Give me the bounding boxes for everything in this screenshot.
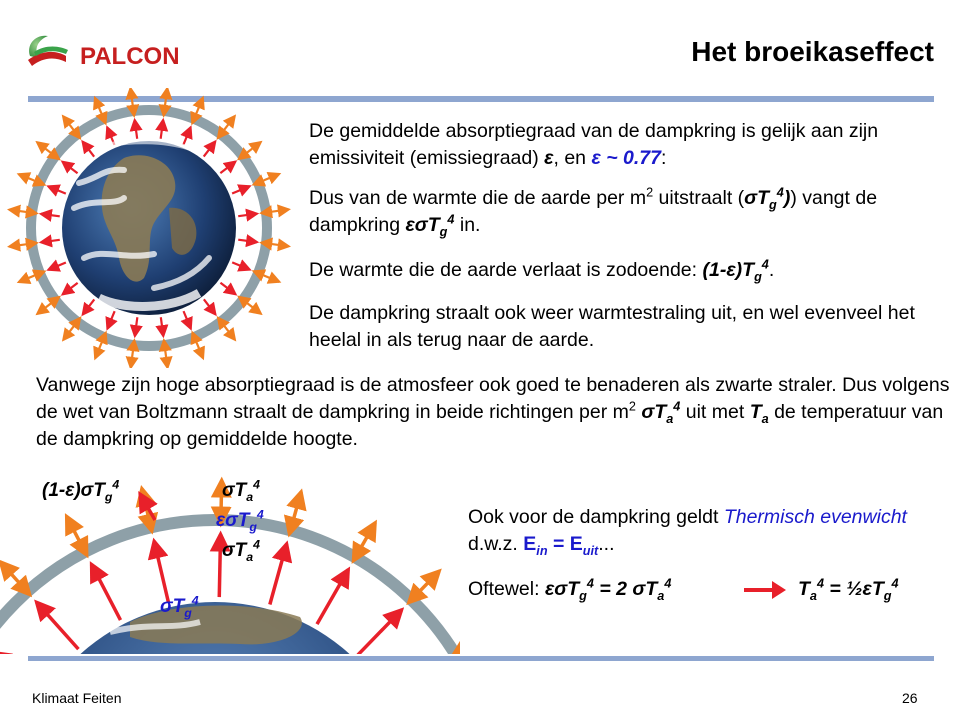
p1-end: : — [660, 147, 667, 169]
label-outgoing: $(1-\varepsilon)\sigma T_g^4$ — [42, 477, 120, 504]
red-arrow — [204, 299, 216, 314]
earth-globe — [62, 141, 236, 315]
red-arrow — [83, 142, 95, 157]
red-arrow — [238, 240, 257, 242]
p6-mid: d.w.z. — [468, 533, 524, 555]
orange-arrow — [9, 244, 28, 246]
p2-mid2: ) vangt de dampkring — [309, 187, 878, 236]
orange-arrow — [131, 349, 133, 368]
label-earth-emission: $\sigma T_g^4$ — [160, 593, 199, 620]
orange-arrow — [37, 142, 52, 154]
label-atmosphere-down: $\sigma T_a^4$ — [222, 537, 260, 564]
red-arrow — [83, 299, 95, 314]
red-arrow — [358, 610, 402, 654]
red-arrow — [161, 317, 163, 336]
orange-arrow — [270, 209, 289, 211]
orange-arrow — [67, 516, 81, 543]
orange-arrow — [293, 492, 301, 521]
red-arrow — [36, 602, 78, 649]
earth-atmosphere-diagram — [4, 88, 294, 368]
page-number: 26 — [902, 690, 918, 706]
logo-text: PALCON — [80, 43, 180, 70]
orange-arrow — [165, 88, 167, 107]
red-arrow — [41, 240, 60, 242]
orange-arrow — [63, 116, 75, 131]
label-absorbed: εσT$_g^4$ — [216, 507, 264, 534]
orange-arrow — [63, 325, 75, 340]
red-arrow — [219, 534, 220, 597]
orange-arrow — [196, 341, 203, 359]
orange-arrow — [19, 275, 37, 282]
p6-end: ... — [598, 533, 615, 555]
orange-arrow — [95, 341, 102, 359]
p6-eq: = — [547, 533, 570, 555]
p2-end: in. — [454, 214, 481, 236]
red-arrow — [220, 162, 235, 174]
orange-arrow — [270, 244, 289, 246]
red-arrow — [232, 186, 250, 193]
paragraph-boltzmann — [36, 372, 956, 453]
red-arrow — [107, 311, 114, 329]
paragraph-leaving-heat — [309, 257, 949, 284]
palcon-logo — [22, 26, 212, 78]
orange-arrow — [262, 174, 280, 181]
paragraph-absorption — [309, 118, 949, 172]
red-arrow — [0, 653, 45, 654]
red-arrow — [270, 544, 287, 605]
orange-arrow — [9, 210, 28, 212]
orange-arrow — [130, 88, 132, 107]
bottom-rule — [28, 656, 934, 661]
p1-approx: ε ~ 0.77 — [591, 147, 661, 169]
red-arrow — [183, 127, 190, 145]
red-arrow — [238, 214, 257, 216]
red-arrow — [91, 564, 120, 620]
red-arrow — [154, 541, 168, 602]
orange-arrow — [165, 349, 167, 368]
p7-lhs: εσT$_g^4$ = 2 $\sigma T_a^4$ — [544, 576, 672, 603]
orange-arrow — [418, 571, 439, 593]
p7-rhs: $T_a^4$ = $\frac{1}{2}\varepsilon T_g^4$ — [798, 576, 899, 603]
p5-sup: 2 — [628, 399, 636, 414]
p2-formula-sigma: $\sigma T_g^4$ — [744, 185, 784, 212]
p3-end: . — [768, 259, 775, 281]
p7-lead: Oftewel: — [468, 578, 545, 600]
red-arrow — [48, 263, 66, 270]
orange-arrow — [95, 98, 102, 116]
paragraph-equilibrium — [468, 504, 938, 558]
paragraph-result — [468, 576, 938, 603]
orange-arrow — [19, 174, 37, 181]
paragraph-absorbed-heat — [309, 185, 949, 239]
orange-arrow — [246, 142, 261, 154]
p5-ta: $T_a$ — [749, 401, 769, 426]
p5-end: de temperatuur van de dampkring op gemiddelde hoogte. — [36, 401, 944, 450]
p6-thermal: Thermisch evenwicht — [723, 506, 907, 528]
footer-label: Klimaat Feiten — [32, 690, 122, 706]
red-arrow — [184, 311, 191, 329]
red-arrow — [161, 120, 163, 139]
p5-mid: uit met — [680, 401, 750, 423]
p1-lead: De gemiddelde absorptiegraad van de dampkring is gelijk aan zijn emissiviteit (emissiegraad) — [309, 120, 879, 169]
orange-arrow — [37, 302, 52, 314]
red-arrow — [135, 120, 137, 139]
p2-formula-eps: εσT$_g^4$ — [405, 212, 455, 239]
orange-arrow — [246, 302, 261, 314]
p2-close-paren: ) — [783, 187, 791, 209]
p6-euit: $E_{uit}$ — [569, 533, 599, 558]
p2-lead: Dus van de warmte die de aarde per m — [309, 187, 647, 209]
p2-sup: 2 — [646, 185, 654, 200]
red-arrow — [135, 317, 137, 336]
p1-eps: ε — [544, 147, 554, 169]
p3-formula: $(1-\varepsilon)T_g^4$ — [702, 257, 769, 284]
red-arrow — [220, 283, 235, 295]
red-arrow — [204, 141, 216, 156]
p3-lead: De warmte die de aarde verlaat is zodoende: — [309, 259, 703, 281]
paragraph-atmosphere-emission: De dampkring straalt ook weer warmtestraling uit, en wel evenveel het heelal in als terug naar de aarde. — [309, 302, 915, 351]
orange-arrow — [223, 116, 235, 131]
p6-ein: $E_{in}$ — [523, 533, 548, 558]
p5-formula: $\sigma T_a^4$ — [641, 399, 681, 426]
red-arrow — [232, 262, 250, 269]
red-arrow — [41, 214, 60, 216]
orange-arrow — [196, 98, 203, 116]
implies-arrow-icon — [742, 578, 788, 602]
red-arrow — [62, 162, 77, 174]
red-arrow — [317, 570, 348, 625]
p1-mid: , en — [553, 147, 592, 169]
orange-arrow — [262, 275, 280, 282]
p5-lead: Vanwege zijn hoge absorptiegraad is de atmosfeer ook goed te benaderen als zwarte straler. Dus volgens de wet van Boltzmann straalt de dampkring in beide richtingen per m — [36, 374, 950, 423]
p6-lead: Ook voor de dampkring geldt — [468, 506, 724, 528]
p2-mid: uitstraalt ( — [653, 187, 745, 209]
orange-arrow — [223, 325, 235, 340]
slide-title: Het broeikaseffect — [691, 36, 934, 67]
red-arrow — [63, 283, 78, 295]
orange-arrow — [0, 562, 20, 584]
red-arrow — [48, 186, 66, 193]
label-atmosphere-up: $\sigma T_a^4$ — [222, 477, 260, 504]
orange-arrow — [360, 523, 375, 549]
